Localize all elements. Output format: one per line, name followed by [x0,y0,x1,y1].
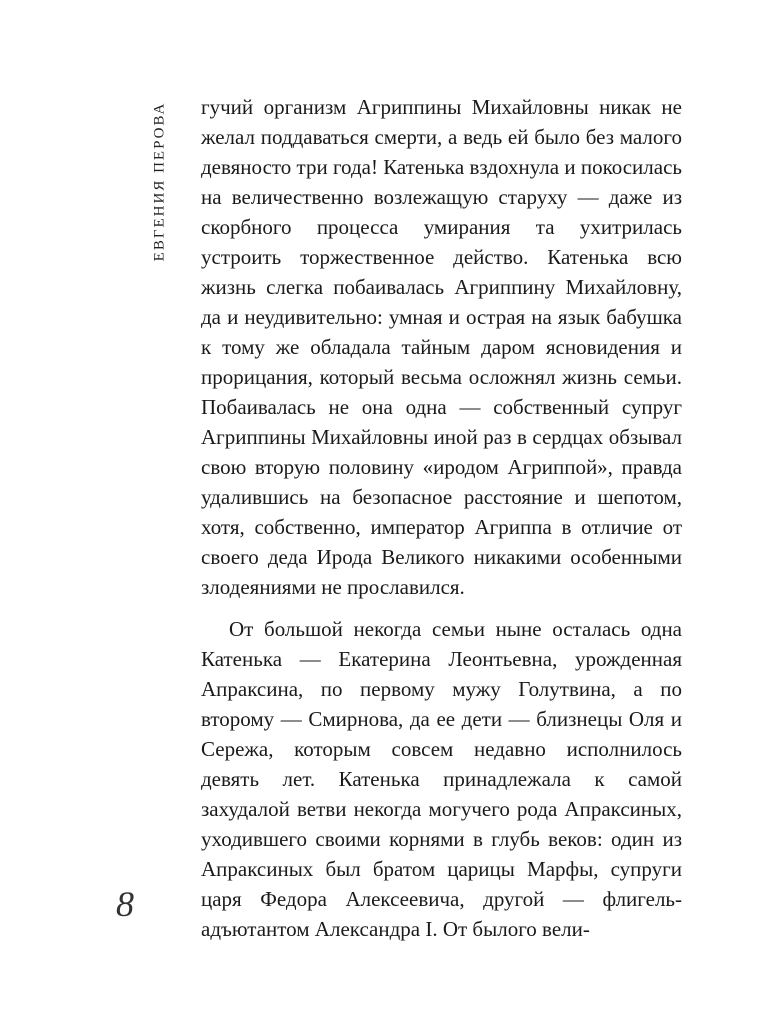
paragraph: От большой некогда семьи ныне осталась одна Катенька — Екатерина Леонтьевна, урожденная Апраксина, по первому мужу Голутвина, а по второму — Смирнова, да ее дети — близнецы Оля и Сережа, которым совсем недавно исполнилось девять лет. Катенька принадлежала к самой захудалой ветви некогда могучего рода Апраксиных, уходившего своими корнями в глубь веков: один из Апраксиных был братом царицы Марфы, супруги царя Федора Алексеевича, другой — флигель-адъютантом Александра I. От былого вели- [201,617,682,941]
paragraph: гучий организм Агриппины Михайловны никак не желал поддаваться смерти, а ведь ей было без малого девяносто три года! Катенька вздохнула и покосилась на величественно возлежащую старуху — даже из скорбного процесса умирания та ухитрилась устроить торжественное действо. Катенька всю жизнь слегка побаивалась Агриппину Михайловну, да и неудивительно: умная и острая на язык бабушка к тому же обладала тайным даром ясновидения и прорицания, который весьма осложнял жизнь семьи. Побаивалась не она одна — собственный супруг Агриппины Михайловны иной раз в сердцах обзывал свою вторую половину «иродом Агриппой», правда удалившись на безопасное расстояние и шепотом, хотя, собственно, император Агриппа в отличие от своего деда Ирода Великого никакими особенными злодеяниями не прославился. [201,95,682,599]
page-number: 8 [116,884,134,924]
body-text [201,92,682,942]
running-head [146,96,174,266]
running-head-author: ЕВГЕНИЯ ПЕРОВА [151,101,168,261]
